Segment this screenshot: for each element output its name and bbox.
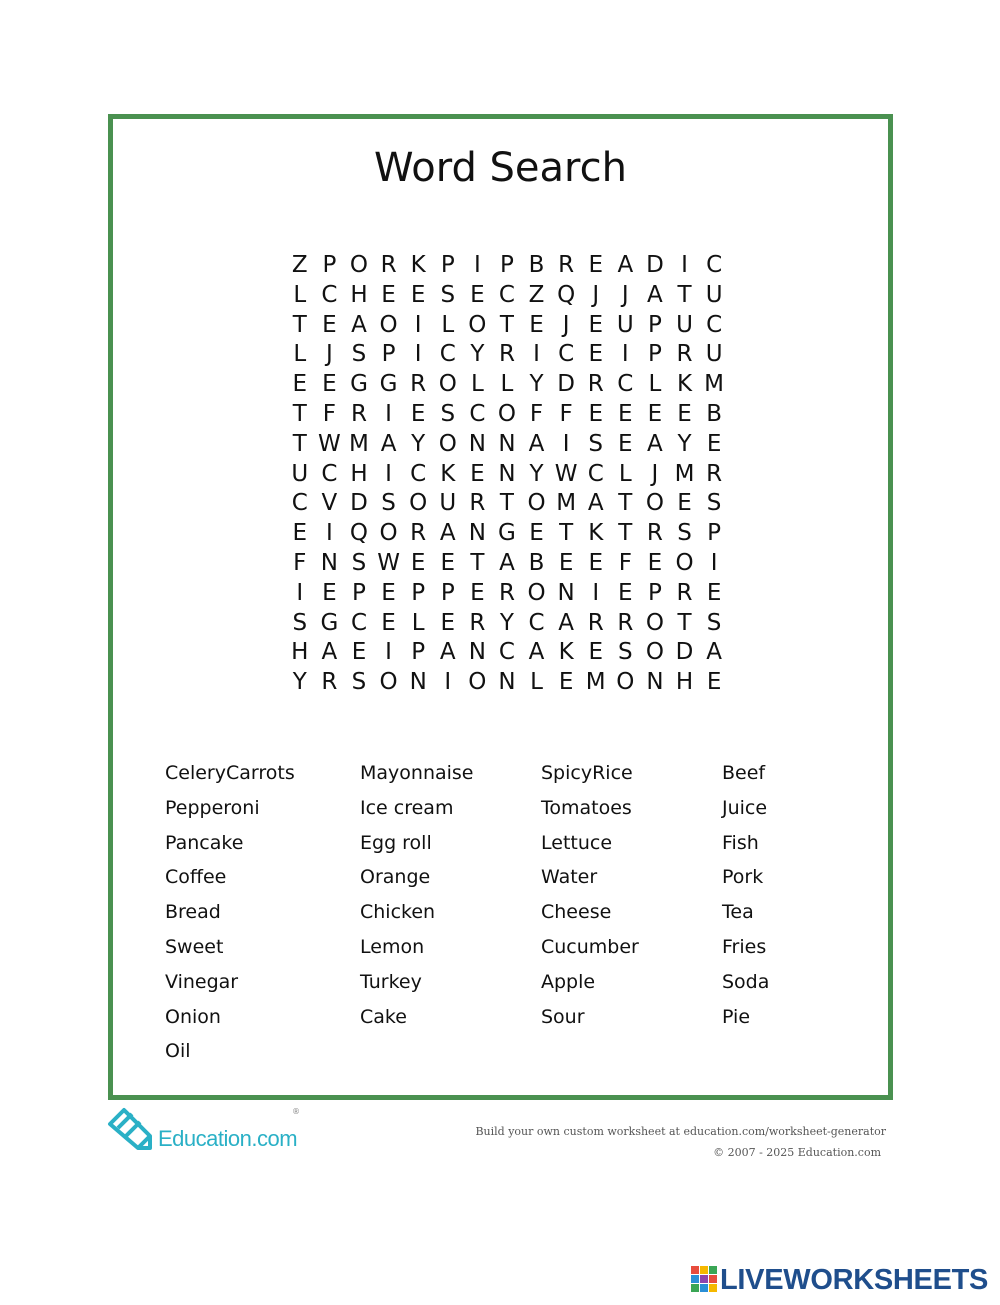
word-list-item: Tea [722, 901, 754, 924]
grid-cell: K [410, 252, 426, 278]
grid-cell: F [529, 400, 544, 427]
grid-cell: I [710, 549, 718, 576]
grid-cell: B [528, 252, 545, 278]
grid-cell: M [674, 460, 695, 487]
word-list-item: Egg roll [360, 831, 432, 854]
grid-cell: I [621, 341, 629, 368]
pencil-logo-icon [106, 1106, 156, 1154]
grid-cell: L [618, 460, 632, 487]
grid-cell: I [325, 520, 333, 547]
grid-cell: S [351, 549, 367, 576]
grid-cell: O [468, 669, 487, 696]
grid-cell: U [705, 281, 723, 308]
grid-cell: G [379, 371, 398, 398]
grid-cell: R [469, 609, 486, 636]
word-list-item: Orange [360, 866, 431, 889]
grid-cell: T [292, 311, 307, 338]
grid-cell: S [351, 669, 367, 696]
grid-cell: L [470, 371, 484, 398]
grid-cell: O [379, 311, 398, 338]
word-list-item: Sour [541, 1005, 585, 1028]
grid-cell: E [470, 281, 485, 308]
grid-cell: J [651, 460, 659, 487]
grid-cell: I [385, 460, 392, 487]
grid-cell: J [562, 311, 570, 338]
grid-cell: V [321, 490, 338, 517]
grid-cell: P [411, 639, 426, 666]
grid-cell: O [379, 520, 398, 547]
grid-cell: H [291, 639, 309, 666]
grid-cell: I [385, 400, 392, 427]
grid-cell: C [469, 400, 486, 427]
grid-cell: L [530, 669, 543, 696]
grid-cell: L [411, 609, 425, 636]
grid-cell: I [473, 252, 481, 278]
grid-cell: S [440, 281, 456, 308]
grid-cell: S [677, 520, 692, 547]
grid-cell: R [706, 460, 723, 487]
grid-cell: Y [529, 460, 544, 487]
word-list-item: Juice [722, 796, 768, 819]
grid-cell: A [528, 639, 545, 666]
grid-cell: C [321, 281, 338, 308]
grid-cell: M [704, 371, 725, 398]
grid-cell: N [468, 430, 486, 457]
word-list-item: Chicken [360, 901, 436, 924]
grid-cell: I [592, 579, 600, 606]
word-list-item: Vinegar [165, 970, 239, 993]
word-list-item: Pork [722, 866, 764, 889]
grid-cell: F [618, 549, 632, 576]
grid-cell: R [646, 520, 663, 547]
grid-cell: R [558, 252, 575, 278]
grid-cell: T [677, 609, 692, 636]
grid-cell: R [617, 609, 634, 636]
grid-cell: N [409, 669, 427, 696]
grid-cell: T [499, 311, 514, 338]
grid-cell: N [498, 460, 516, 487]
grid-cell: O [468, 311, 487, 338]
grid-cell: A [380, 430, 397, 457]
grid-cell: E [618, 579, 633, 606]
grid-cell: E [677, 400, 692, 427]
grid-cell: H [350, 460, 368, 487]
word-list-item: Ice cream [360, 796, 454, 819]
grid-cell: T [618, 490, 633, 517]
letter-grid [285, 251, 729, 698]
grid-cell: C [617, 371, 634, 398]
grid-cell: G [320, 609, 339, 636]
grid-cell: E [322, 579, 337, 606]
grid-cell: O [675, 549, 694, 576]
grid-cell: E [558, 669, 574, 696]
grid-cell: I [533, 341, 540, 368]
word-list-item: Pepperoni [165, 796, 260, 819]
grid-cell: K [676, 371, 693, 398]
watermark-text: LIVEWORKSHEETS [720, 1264, 989, 1296]
grid-cell: R [587, 371, 604, 398]
grid-cell: P [322, 252, 337, 278]
word-list-item: CeleryCarrots [165, 762, 295, 784]
grid-cell: P [411, 579, 426, 606]
grid-cell: L [648, 371, 662, 398]
grid-cell: E [529, 311, 544, 338]
grid-cell: W [377, 549, 400, 576]
grid-cell: I [296, 579, 304, 606]
grid-cell: O [527, 579, 546, 606]
grid-cell: P [647, 311, 662, 338]
grid-cell: R [587, 609, 604, 636]
grid-cell: H [675, 669, 694, 696]
word-list-item: Pancake [165, 831, 244, 854]
grid-cell: T [559, 520, 574, 547]
grid-cell: T [292, 400, 307, 427]
grid-cell: P [647, 341, 662, 368]
grid-cell: C [410, 460, 427, 487]
grid-cell: U [291, 460, 309, 487]
grid-cell: J [621, 281, 629, 308]
grid-cell: E [647, 549, 663, 576]
grid-cell: S [292, 609, 308, 636]
grid-cell: E [588, 341, 603, 368]
grid-cell: U [705, 341, 723, 368]
grid-cell: J [325, 341, 333, 368]
grid-cell: E [618, 430, 633, 457]
grid-cell: E [618, 400, 633, 427]
grid-cell: A [706, 639, 722, 666]
grid-cell: E [410, 549, 426, 576]
grid-cell: R [410, 520, 427, 547]
word-list-item: Cucumber [541, 935, 639, 958]
grid-cell: A [617, 252, 634, 278]
grid-cell: P [500, 252, 514, 278]
grid-cell: C [706, 252, 723, 278]
grid-cell: C [528, 609, 545, 636]
grid-cell: E [588, 252, 603, 278]
grid-cell: O [438, 371, 457, 398]
worksheet-frame [108, 114, 893, 1100]
grid-cell: U [616, 311, 634, 338]
grid-cell: W [318, 430, 341, 457]
grid-cell: P [352, 579, 366, 606]
grid-cell: E [588, 400, 603, 427]
grid-cell: O [438, 430, 457, 457]
grid-cell: K [588, 520, 604, 547]
grid-cell: N [468, 520, 486, 547]
grid-cell: M [556, 490, 577, 517]
grid-cell: E [381, 579, 396, 606]
word-list-item: Sweet [165, 935, 224, 958]
grid-cell: L [500, 371, 514, 398]
word-list-item: Oil [165, 1040, 191, 1063]
grid-cell: Z [528, 281, 545, 308]
grid-cell: O [645, 490, 664, 517]
grid-cell: E [706, 430, 722, 457]
grid-cell: S [440, 400, 456, 427]
liveworksheets-watermark [690, 1264, 990, 1296]
grid-cell: C [291, 490, 308, 517]
grid-cell: C [498, 281, 515, 308]
grid-cell: N [498, 669, 516, 696]
logo-text: Education.com [158, 1126, 298, 1151]
footer-copyright: © 2007 - 2025 Education.com [713, 1146, 881, 1159]
grid-cell: M [585, 669, 606, 696]
grid-cell: R [410, 371, 427, 398]
grid-cell: Q [349, 520, 369, 547]
grid-cell: U [439, 490, 457, 517]
grid-cell: S [706, 490, 722, 517]
grid-cell: J [592, 281, 600, 308]
grid-cell: E [381, 609, 396, 636]
grid-cell: C [587, 460, 604, 487]
grid-cell: E [647, 400, 663, 427]
grid-cell: G [498, 520, 516, 547]
grid-cell: E [558, 549, 574, 576]
word-list-item: Soda [722, 970, 770, 993]
grid-cell: E [588, 311, 603, 338]
grid-cell: E [322, 311, 337, 338]
grid-cell: A [321, 639, 338, 666]
grid-cell: E [292, 371, 308, 398]
word-list-item: Cheese [541, 901, 612, 924]
grid-cell: A [439, 639, 456, 666]
grid-cell: T [470, 549, 485, 576]
grid-cell: O [379, 669, 398, 696]
grid-cell: K [558, 639, 574, 666]
grid-cell: A [647, 281, 663, 308]
word-list-item: Beef [722, 762, 766, 784]
grid-cell: E [588, 639, 603, 666]
grid-cell: I [444, 669, 452, 696]
grid-cell: T [292, 430, 307, 457]
grid-cell: P [440, 252, 455, 278]
word-list-item: Lemon [360, 935, 425, 958]
word-list-item: Onion [165, 1005, 221, 1028]
grid-cell: P [440, 579, 455, 606]
grid-cell: P [647, 579, 662, 606]
liveworksheets-logo-icon [690, 1264, 718, 1294]
grid-cell: I [414, 311, 422, 338]
grid-cell: C [706, 311, 723, 338]
grid-cell: Y [529, 371, 544, 398]
grid-cell: A [351, 311, 367, 338]
footer-generator-link[interactable]: Build your own custom worksheet at education.com/worksheet-generator [475, 1125, 886, 1138]
grid-cell: C [498, 639, 515, 666]
grid-cell: O [645, 609, 664, 636]
grid-cell: C [350, 609, 368, 636]
grid-cell: C [321, 460, 338, 487]
grid-cell: E [440, 609, 456, 636]
grid-cell: G [350, 371, 368, 398]
grid-cell: Z [291, 252, 308, 278]
grid-cell: D [350, 490, 368, 517]
word-list-item: Water [541, 866, 598, 889]
grid-cell: C [558, 341, 575, 368]
grid-cell: Y [292, 669, 307, 696]
grid-cell: A [647, 430, 663, 457]
grid-cell: T [499, 490, 514, 517]
grid-cell: R [321, 669, 338, 696]
grid-cell: D [675, 639, 694, 666]
grid-cell: R [498, 341, 515, 368]
registered-mark: ® [292, 1107, 300, 1116]
grid-cell: W [554, 460, 578, 487]
education-logo[interactable] [106, 1106, 326, 1156]
grid-cell: D [646, 252, 664, 278]
grid-cell: S [588, 430, 604, 457]
word-list-item: Mayonnaise [360, 762, 474, 784]
grid-cell: R [676, 579, 693, 606]
grid-cell: I [414, 341, 422, 368]
grid-cell: D [557, 371, 575, 398]
grid-cell: R [469, 490, 486, 517]
grid-cell: O [349, 252, 369, 278]
grid-cell: N [646, 669, 664, 696]
grid-cell: I [385, 639, 392, 666]
grid-cell: E [292, 520, 308, 547]
grid-cell: E [322, 371, 337, 398]
word-list-item: SpicyRice [541, 762, 633, 784]
grid-cell: E [529, 520, 544, 547]
grid-cell: O [497, 400, 516, 427]
page-title: Word Search [374, 145, 627, 191]
grid-cell: Y [499, 609, 514, 636]
grid-cell: A [587, 490, 604, 517]
grid-cell: R [498, 579, 515, 606]
grid-cell: T [618, 520, 633, 547]
grid-cell: S [381, 490, 396, 517]
grid-cell: I [681, 252, 688, 278]
grid-cell: R [380, 252, 397, 278]
grid-cell: L [293, 341, 307, 368]
grid-cell: Q [557, 281, 576, 308]
grid-cell: E [410, 400, 426, 427]
grid-cell: Y [411, 430, 426, 457]
grid-cell: N [557, 579, 575, 606]
grid-cell: E [706, 579, 722, 606]
grid-cell: C [439, 341, 456, 368]
grid-cell: O [409, 490, 428, 517]
grid-cell: M [349, 430, 369, 457]
grid-cell: E [706, 669, 722, 696]
grid-cell: S [351, 341, 367, 368]
grid-cell: P [381, 341, 396, 368]
word-list [165, 759, 865, 1072]
grid-cell: S [706, 609, 722, 636]
grid-cell: E [588, 549, 603, 576]
grid-cell: E [410, 281, 426, 308]
word-list-item: Bread [165, 901, 221, 924]
grid-cell: E [470, 460, 485, 487]
grid-cell: L [441, 311, 455, 338]
word-list-item: Coffee [165, 866, 227, 889]
word-list-item: Apple [541, 970, 596, 993]
grid-cell: R [350, 400, 367, 427]
grid-cell: E [470, 579, 485, 606]
grid-cell: F [559, 400, 573, 427]
grid-cell: I [562, 430, 570, 457]
grid-cell: B [528, 549, 545, 576]
grid-cell: A [558, 609, 574, 636]
grid-cell: K [440, 460, 456, 487]
word-list-item: Fish [722, 831, 759, 854]
grid-cell: O [645, 639, 664, 666]
grid-cell: R [676, 341, 693, 368]
grid-cell: E [351, 639, 367, 666]
grid-cell: U [676, 311, 693, 338]
grid-cell: E [381, 281, 396, 308]
grid-cell: N [498, 430, 516, 457]
grid-cell: F [293, 549, 307, 576]
grid-cell: A [499, 549, 515, 576]
grid-cell: O [616, 669, 635, 696]
word-list-item: Turkey [360, 970, 422, 993]
grid-cell: P [707, 520, 722, 547]
grid-cell: O [527, 490, 546, 517]
word-list-item: Lettuce [541, 831, 613, 854]
word-list-item: Pie [722, 1005, 751, 1028]
grid-cell: Y [470, 341, 485, 368]
grid-cell: T [677, 281, 692, 308]
word-list-item: Tomatoes [541, 796, 632, 819]
grid-cell: E [440, 549, 456, 576]
word-list-item: Fries [722, 935, 767, 958]
grid-cell: E [677, 490, 692, 517]
grid-cell: A [528, 430, 545, 457]
word-list-item: Cake [360, 1005, 407, 1028]
grid-cell: S [618, 639, 633, 666]
grid-cell: B [706, 400, 722, 427]
grid-cell: A [439, 520, 456, 547]
grid-cell: F [322, 400, 336, 427]
grid-cell: N [320, 549, 338, 576]
grid-cell: N [468, 639, 486, 666]
grid-cell: L [293, 281, 307, 308]
grid-cell: Y [677, 430, 692, 457]
grid-cell: H [350, 281, 368, 308]
